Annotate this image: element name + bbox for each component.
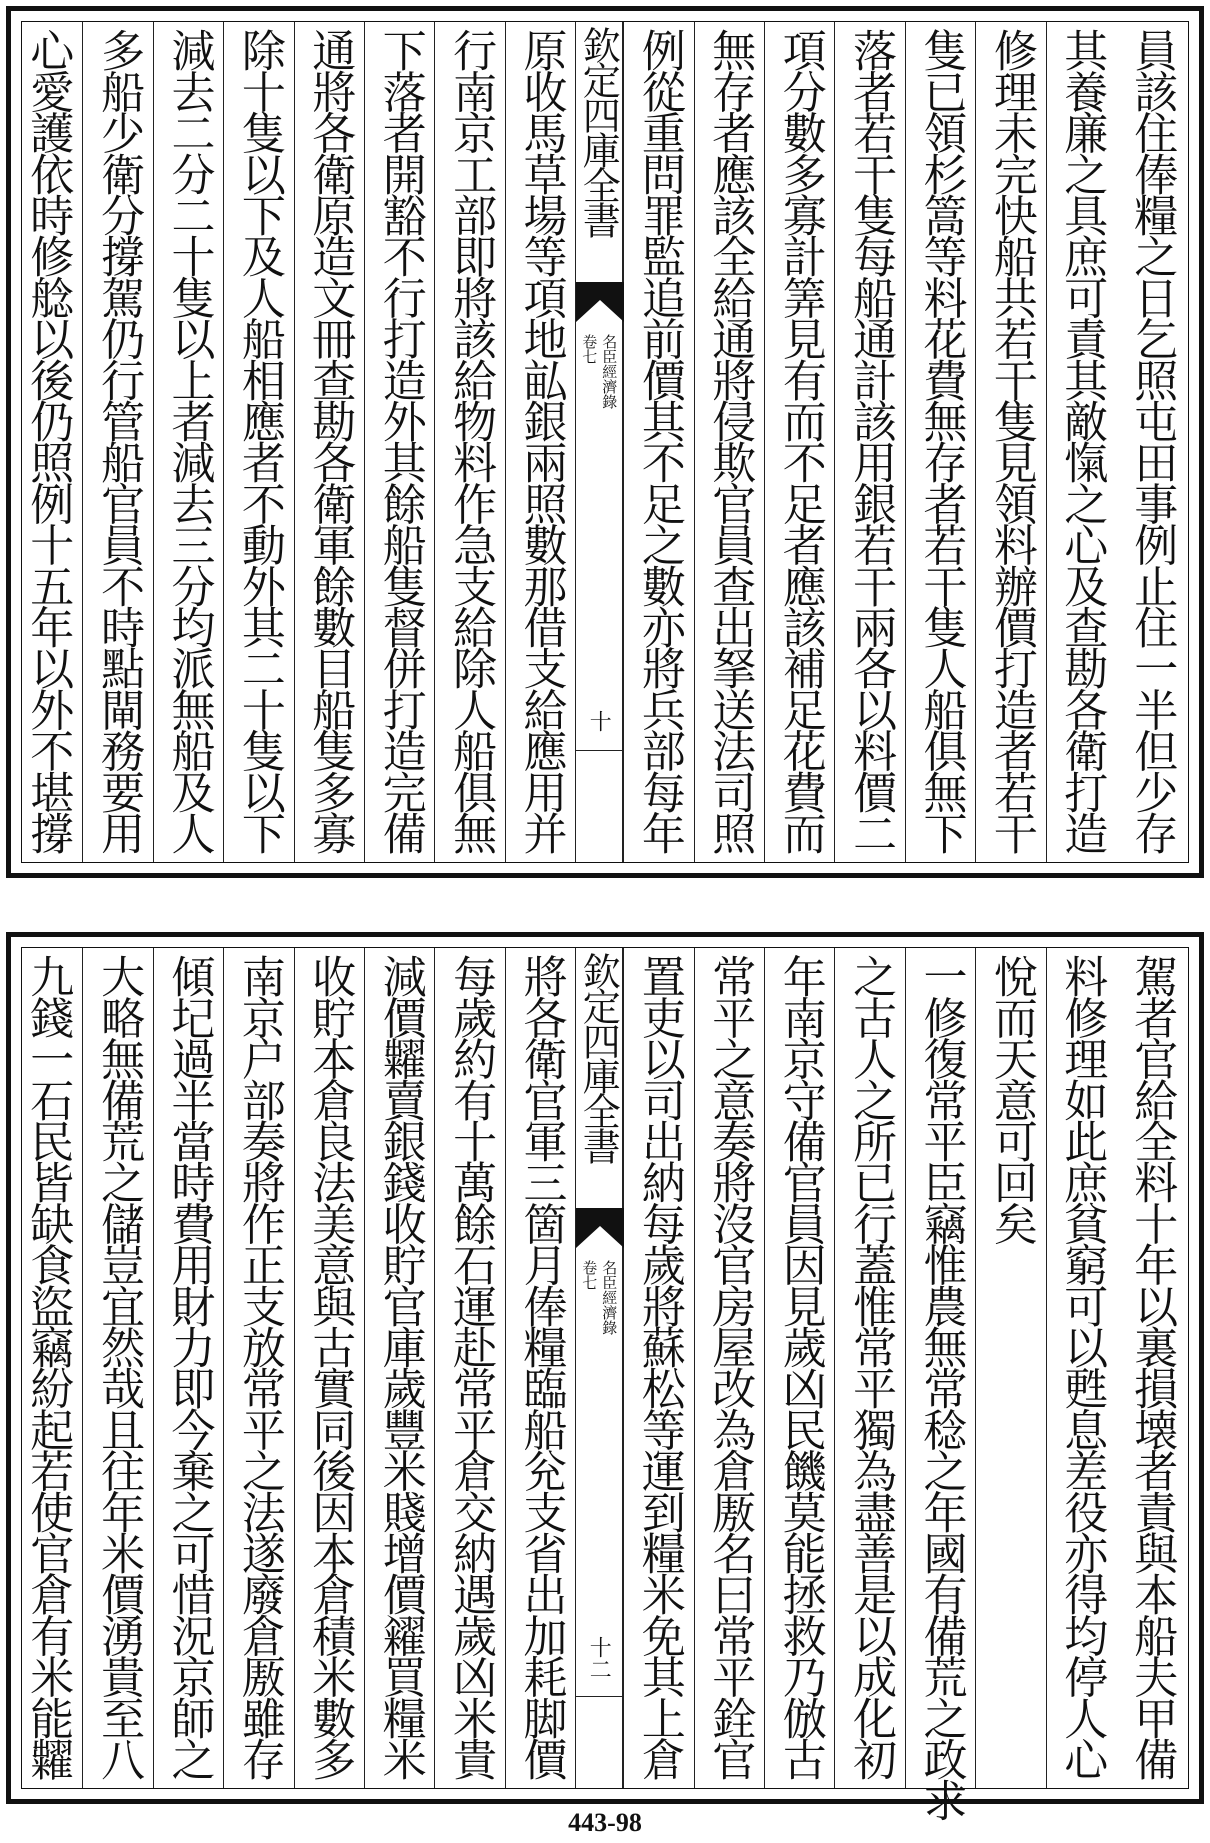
text-column: 之古人之所已行蓋惟常平獨為盡善是以成化初: [834, 948, 904, 1788]
text-column: 年南京守備官員因見歲凶民饑莫能拯救乃倣古: [764, 948, 834, 1788]
text-column: 行南京工部即將該給物料作急支給除人船俱無: [434, 22, 504, 862]
text-column: 多船少衛分撐駕仍行管船官員不時點閘務要用: [82, 22, 152, 862]
upper-page: [6, 6, 1204, 878]
lower-page-frame: [21, 947, 1189, 1820]
text-column: 下落者開豁不行打造外其餘船隻督併打造完備: [364, 22, 434, 862]
collection-name: 名臣經濟錄: [600, 334, 619, 409]
text-column: 心愛護依時修艌以後仍照例十五年以外不堪撐: [22, 28, 74, 853]
text-column: 通將各衛原造文冊查勘各衛軍餘數目船隻多寡: [294, 22, 364, 862]
text-column: 其養廉之具庶可責其敵愾之心及查勘各衛打造: [1046, 22, 1116, 862]
text-column: 每歲約有十萬餘石運赴常平倉交納遇歲凶米貴: [434, 948, 504, 1788]
text-column: 將各衛官軍三箇月俸糧臨船兊支省出加耗脚價: [505, 948, 575, 1788]
folio-number: 十二: [586, 1636, 612, 1680]
text-column: 駕者官給全料十年以裏損壊者責與本船夫甲備: [1126, 954, 1178, 1779]
book-title: 欽定四庫全書: [576, 26, 621, 236]
text-column: 收貯本倉良法美意與古實同後因本倉積米數多: [294, 948, 364, 1788]
folio-number: 十: [586, 710, 612, 732]
text-column: 除十隻以下及人船相應者不動外其二十隻以下: [223, 22, 293, 862]
volume-label: [577, 1260, 621, 1335]
text-column: 項分數多寡計筭見有而不足者應該補足花費而: [764, 22, 834, 862]
text-column: 員該住俸糧之日乞照屯田事例止住一半但少存: [1126, 28, 1178, 853]
text-column: 悅而天意可回矣: [975, 948, 1045, 1788]
text-column: 傾圮過半當時費用財力即今棄之可惜況京師之: [153, 948, 223, 1788]
fishtail-mark-icon: [576, 282, 624, 322]
text-column: 減去二分二十隻以上者減去三分均派無船及人: [153, 22, 223, 862]
text-column: 落者若干隻每船通計該用銀若干兩各以料價二: [834, 22, 904, 862]
folio-rule: [576, 1696, 622, 1697]
page-reference-number: 443-98: [568, 1808, 642, 1837]
folio-rule: [576, 750, 622, 751]
center-fold-strip: [575, 948, 623, 1788]
text-column: 修理未完快船共若干隻見領料辦價打造者若干: [975, 22, 1045, 862]
text-column: 置吏以司出納每歲將蘇松等運到糧米免其上倉: [623, 948, 693, 1788]
volume-label: [577, 334, 621, 409]
upper-page-frame: [21, 21, 1189, 863]
text-column: 隻已領杉篙等料花費無存者若干隻人船俱無下: [905, 22, 975, 862]
text-column: 無存者應該全給通將侵欺官員查出拏送法司照: [694, 22, 764, 862]
text-column: 料修理如此庶貧窮可以甦息差役亦得均停人心: [1046, 948, 1116, 1788]
fishtail-mark-icon: [576, 1208, 624, 1248]
center-fold-strip: [575, 22, 623, 862]
book-title: 欽定四庫全書: [576, 952, 621, 1162]
text-column: 原收馬草場等項地畆銀兩照數那借支給應用并: [505, 22, 575, 862]
text-column: 大略無備荒之儲豈宜然哉且往年米價湧貴至八: [82, 948, 152, 1788]
text-column: 例從重問罪監追前價其不足之數亦將兵部每年: [623, 22, 693, 862]
chapter-number: 卷七: [580, 334, 599, 364]
lower-page: [6, 932, 1204, 1820]
text-column: 一修復常平臣竊惟農無常稔之年國有備荒之政求: [905, 948, 975, 1788]
text-column: 常平之意奏將沒官房屋改為倉厫名曰常平銓官: [694, 948, 764, 1788]
text-column: 減價糶賣銀錢收貯官庫歲豐米賤增價糴買糧米: [364, 948, 434, 1788]
chapter-number: 卷七: [580, 1260, 599, 1290]
collection-name: 名臣經濟錄: [600, 1260, 619, 1335]
text-column: 南京户部奏將作正支放常平之法遂廢倉厫雖存: [223, 948, 293, 1788]
text-column: 九錢一石民皆缺食盜竊紛起若使官倉有米能糶: [22, 954, 74, 1779]
